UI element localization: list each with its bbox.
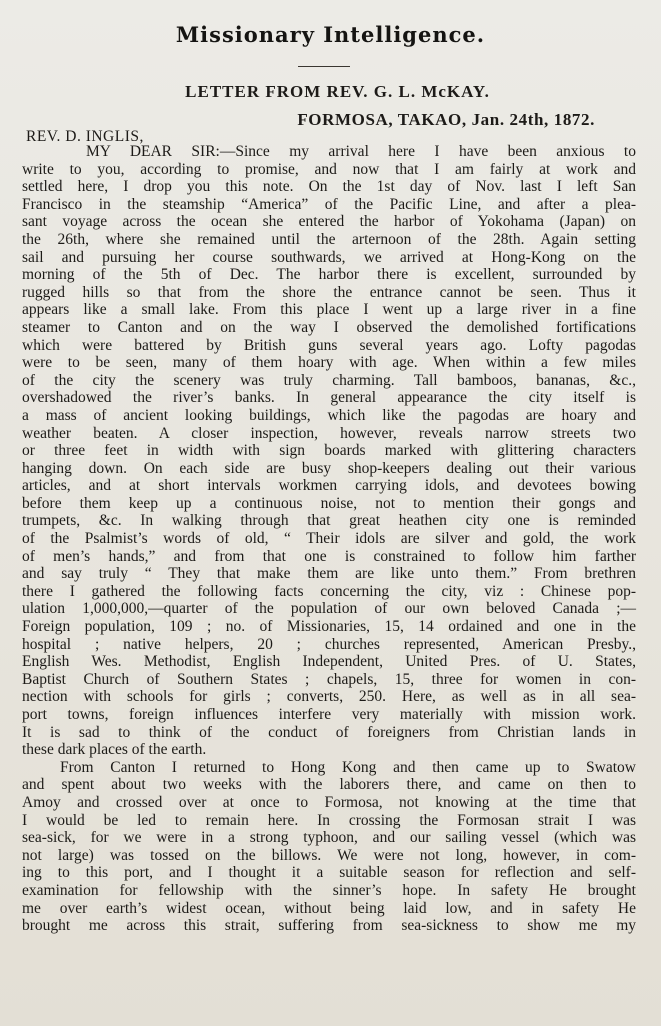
body-line: brought me across this strait, suffering from sea-sickness to show me my: [22, 917, 636, 935]
body-line: settled here, I drop you this note. On the 1st day of Nov. last I left San: [22, 178, 636, 196]
body-line: I would be led to remain here. In crossing the Formosan strait I was: [22, 811, 636, 829]
body-line: were to be seen, many of them hoary with age. When within a few miles: [22, 354, 636, 372]
body-line: sea-sick, for we were in a strong typhoon, and our sailing vessel (which was: [22, 829, 636, 847]
body-line: hospital ; native helpers, 20 ; churches represented, American Presby.,: [22, 635, 636, 653]
body-line: examination for fellowship with the sinner’s hope. In safety He brought: [22, 881, 636, 899]
body-line: rugged hills so that from the shore the entrance cannot be seen. Thus it: [22, 283, 636, 301]
body-line: trumpets, &c. In walking through that great heathen city one is reminded: [22, 512, 636, 530]
body-line: From Canton I returned to Hong Kong and then came up to Swatow: [60, 758, 636, 776]
body-line: It is sad to think of the conduct of foreigners from Christian lands in: [22, 723, 636, 741]
body-line: hanging down. On each side are busy shop-keepers dealing out their various: [22, 459, 636, 477]
body-line: Francisco in the steamship “America” of the Pacific Line, and after a plea-: [22, 195, 636, 213]
body-line: write to you, according to promise, and now that I am fairly at work and: [22, 160, 636, 178]
body-line: morning of the 5th of Dec. The harbor there is excellent, surrounded by: [22, 266, 636, 284]
body-line: MY DEAR SIR:—Since my arrival here I have been anxious to: [86, 143, 636, 160]
masthead: Missionary Intelligence.: [175, 22, 486, 47]
body-line: Foreign population, 109 ; no. of Missionaries, 15, 14 ordained and one in the: [22, 618, 636, 636]
letter-title: LETTER FROM REV. G. L. McKAY.: [185, 82, 490, 101]
body-line: the 26th, where she remained until the arternoon of the 28th. Again setting: [22, 230, 636, 248]
body-line: articles, and at short intervals workmen carrying idols, and devotees bowing: [22, 477, 636, 495]
body-line: there I gathered the following facts concerning the city, viz : Chinese pop-: [22, 582, 636, 600]
body-line: sant voyage across the ocean she entered the harbor of Yokohama (Japan) on: [22, 213, 636, 231]
body-line: Baptist Church of Southern States ; chapels, 15, three for women in con-: [22, 670, 636, 688]
body-line: ulation 1,000,000,—quarter of the population of our own beloved Canada ;—: [22, 600, 636, 618]
body-line: not large) was tossed on the billows. We were not long, however, in com-: [22, 846, 636, 864]
body-line: me over earth’s widest ocean, without being laid low, and in safety He: [22, 899, 636, 917]
body-line: before them keep up a continuous noise, not to mention their gongs and: [22, 494, 636, 512]
body-line: or three feet in width with sign boards marked with glittering characters: [22, 442, 636, 460]
body-line: these dark places of the earth.: [22, 741, 207, 759]
title-rule: [298, 66, 350, 67]
dateline: FORMOSA, TAKAO, Jan. 24th, 1872.: [297, 110, 595, 129]
body-line: and say truly “ They that make them are like unto them.” From brethren: [22, 565, 636, 583]
body-line: and spent about two weeks with the laborers there, and came on then to: [22, 776, 636, 794]
body-line: of the Psalmist’s words of old, “ Their idols are silver and gold, the work: [22, 530, 636, 548]
body-line: of men’s hands,” and from that one is constrained to follow him farther: [22, 547, 636, 565]
letter-body: [22, 143, 636, 935]
body-line: of the city the scenery was truly charming. Tall bamboos, bananas, &c.,: [22, 371, 636, 389]
body-line: Amoy and crossed over at once to Formosa, not knowing at the time that: [22, 793, 636, 811]
body-line: steamer to Canton and on the way I observed the demolished fortifications: [22, 318, 636, 336]
body-line: weather beaten. A closer inspection, however, reveals narrow streets two: [22, 424, 636, 442]
body-line: appears like a small lake. From this place I went up a large river in a fine: [22, 301, 636, 319]
body-line: overshadowed the river’s banks. In general appearance the city itself is: [22, 389, 636, 407]
body-line: a mass of ancient looking buildings, which like the pagodas are hoary and: [22, 406, 636, 424]
body-line: ing to this port, and I thought it a suitable season for reflection and self-: [22, 864, 636, 882]
salutation: REV. D. INGLIS,: [26, 128, 144, 145]
body-line: English Wes. Methodist, English Independent, United Pres. of U. States,: [22, 653, 636, 671]
body-line: sail and pursuing her course southwards, we arrived at Hong-Kong on the: [22, 248, 636, 266]
body-line: nection with schools for girls ; converts, 250. Here, as well as in all sea-: [22, 688, 636, 706]
body-line: port towns, foreign influences interfere very materially with mission work.: [22, 706, 636, 723]
body-line: which were battered by British guns several years ago. Lofty pagodas: [22, 336, 636, 354]
